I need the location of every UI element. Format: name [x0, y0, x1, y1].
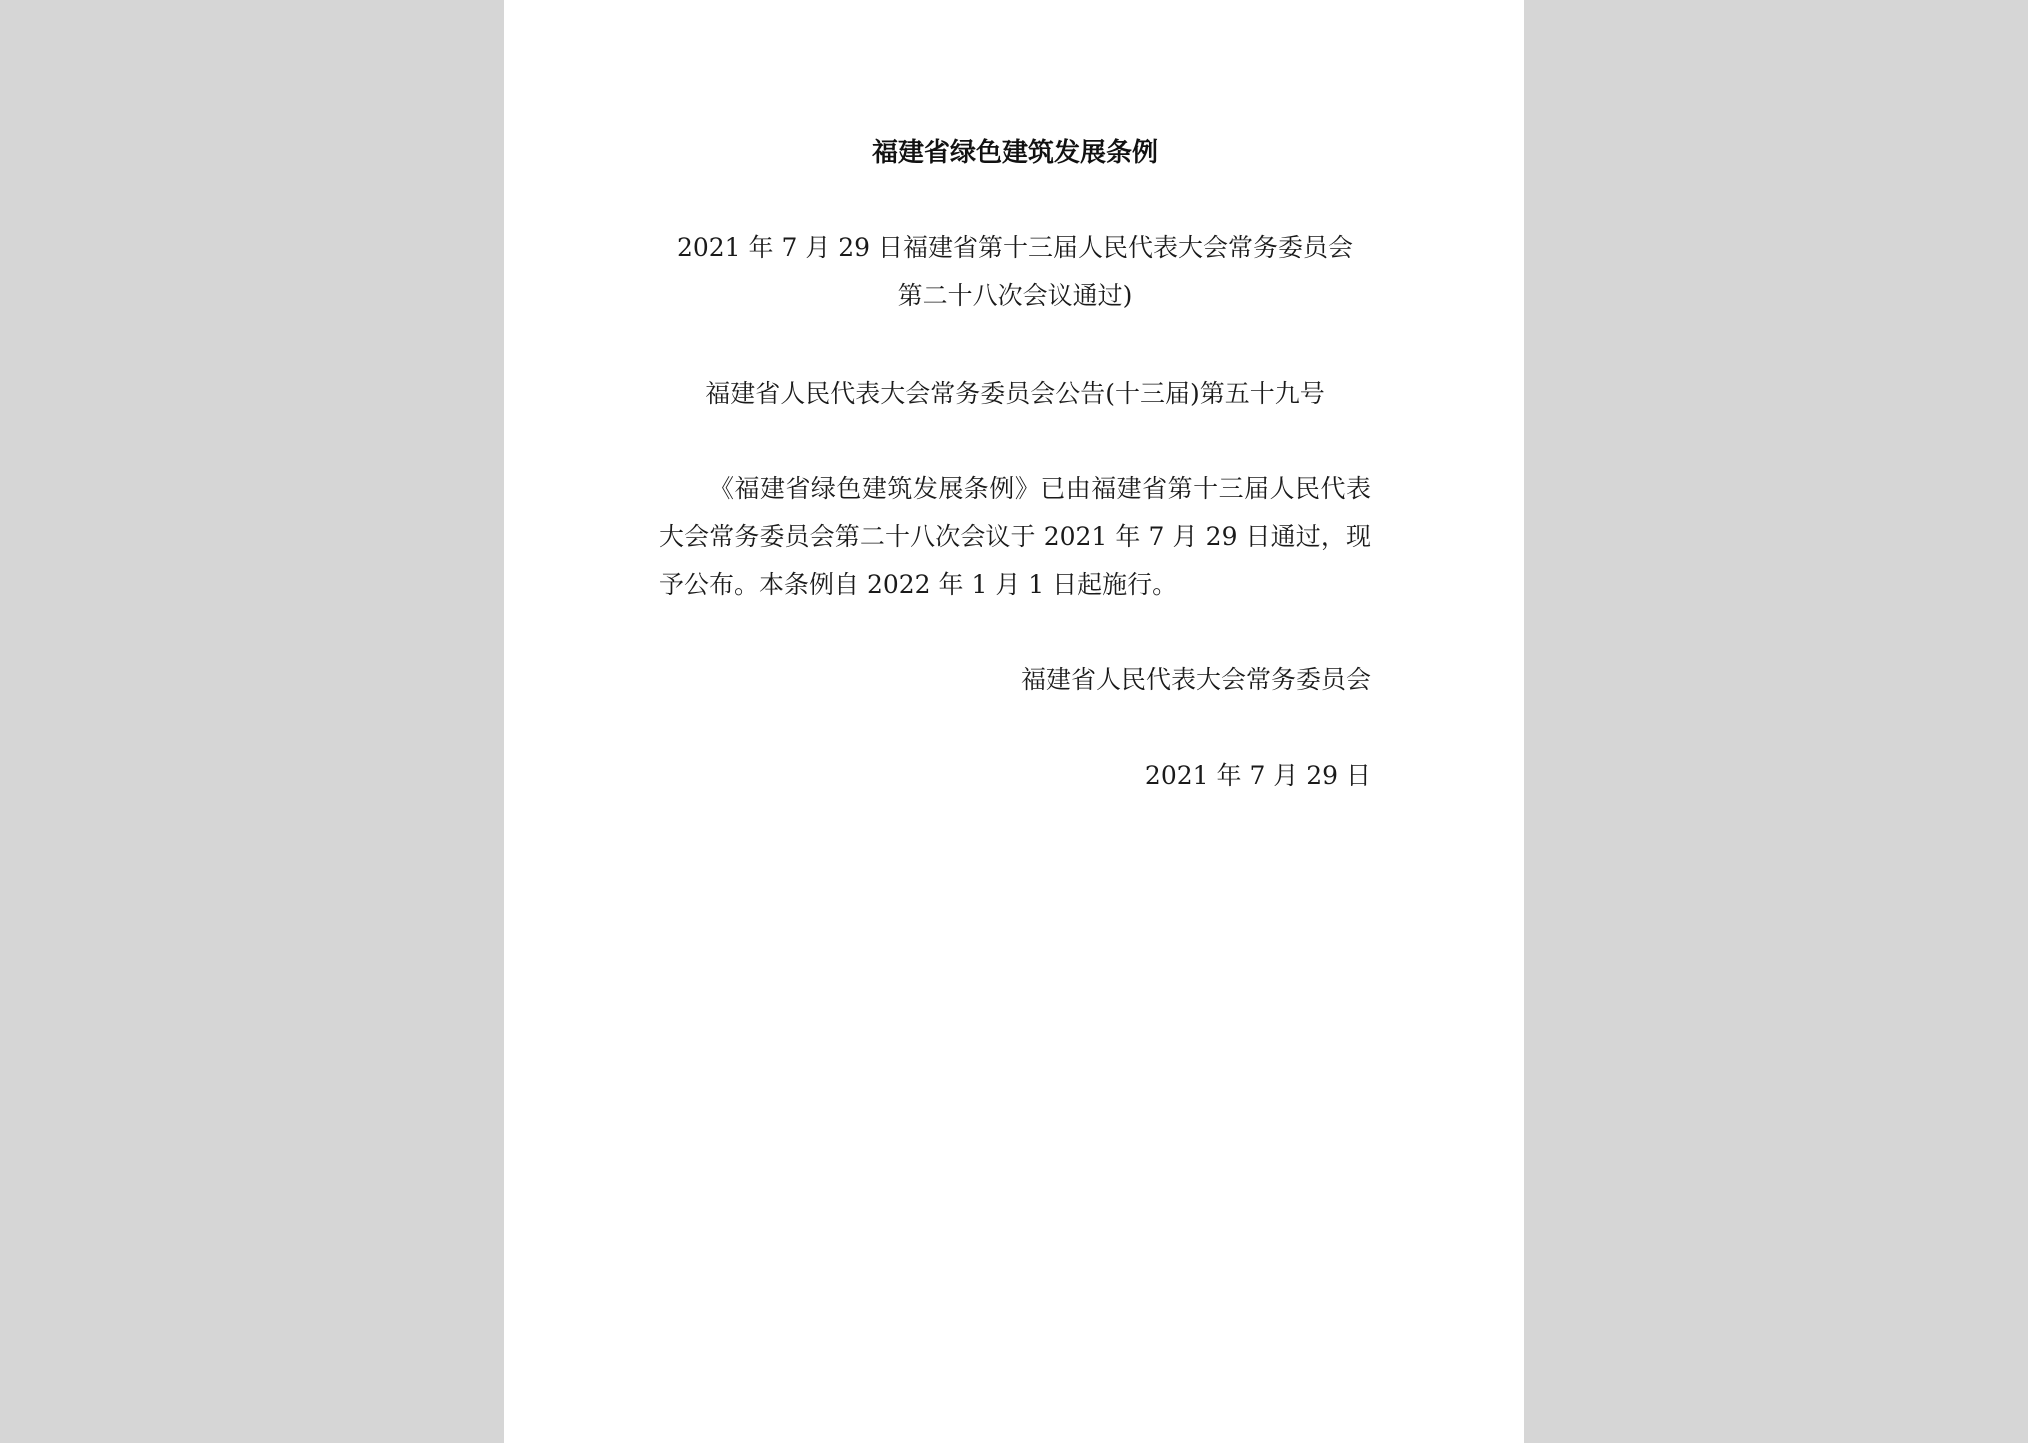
- issue-date: 2021 年 7 月 29 日: [1144, 761, 1371, 790]
- adoption-line-2: 第二十八次会议通过): [897, 281, 1133, 310]
- adoption-note: [659, 224, 1371, 320]
- announcement-number: 福建省人民代表大会常务委员会公告(十三届)第五十九号: [705, 379, 1325, 408]
- document-title: 福建省绿色建筑发展条例: [871, 138, 1158, 168]
- body-paragraph: 《福建省绿色建筑发展条例》已由福建省第十三届人民代表大会常务委员会第二十八次会议于 2021 年 7 月 29 日通过，现予公布。本条例自 2022 年 1 月 1 日起施行。: [659, 474, 1371, 599]
- issuer-signature: 福建省人民代表大会常务委员会: [1020, 665, 1371, 694]
- document-page: [504, 0, 1524, 1443]
- adoption-line-1: 2021 年 7 月 29 日福建省第十三届人民代表大会常务委员会: [676, 233, 1354, 262]
